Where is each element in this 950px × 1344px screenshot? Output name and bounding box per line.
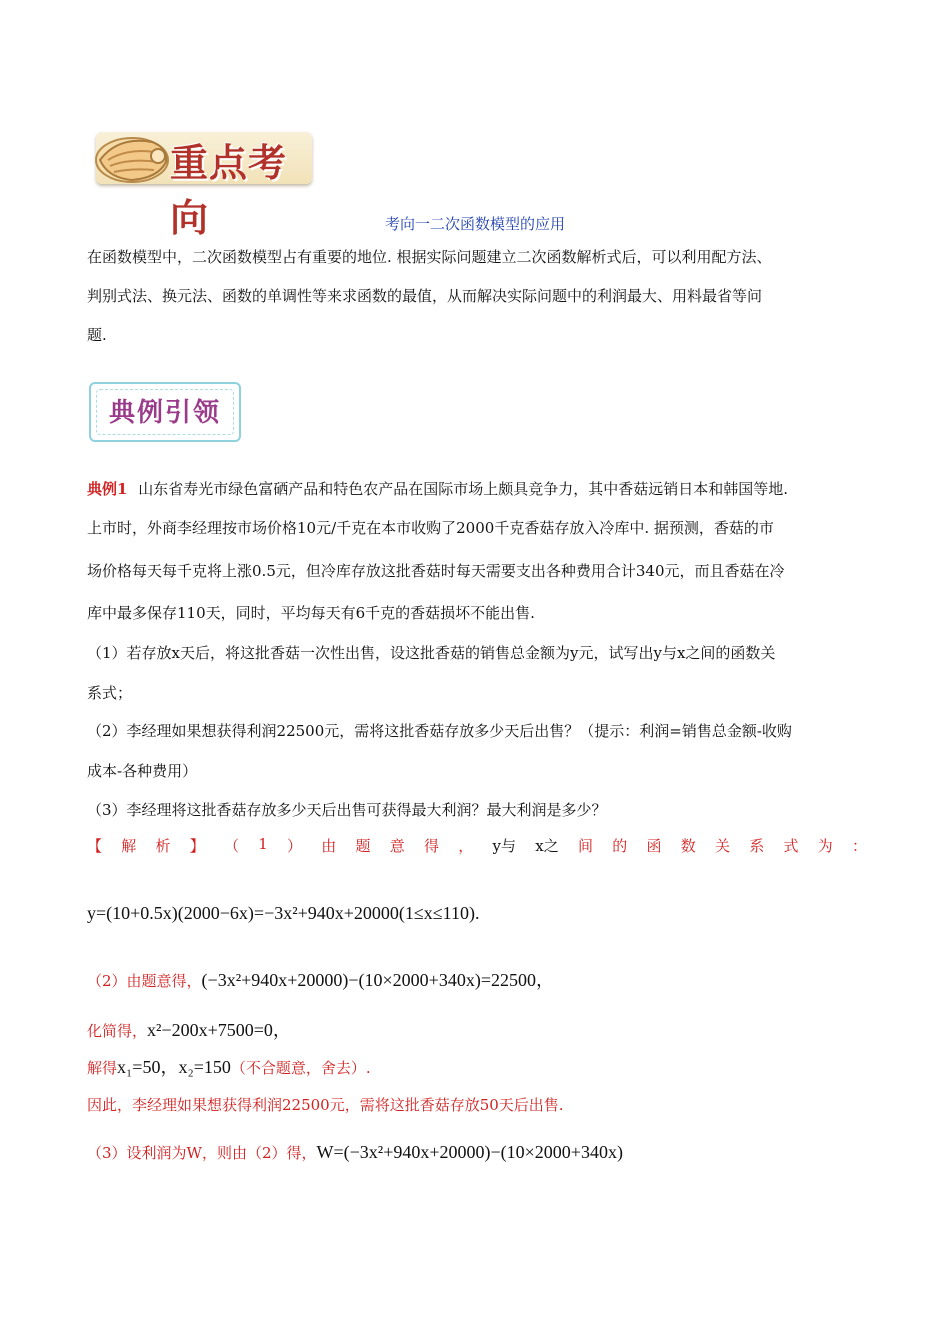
step-3-prefix: （3）设利润为W，则由（2）得， bbox=[87, 1144, 317, 1162]
question-2-line-2: 成本-各种费用） bbox=[87, 762, 198, 780]
solution-token: 析 bbox=[155, 837, 171, 855]
banner-title: 重点考向 bbox=[170, 141, 288, 240]
solution-token: （ bbox=[224, 837, 240, 855]
solution-token: 题 bbox=[355, 837, 371, 855]
question-3: （3）李经理将这批香菇存放多少天后出售可获得最大利润？最大利润是多少？ bbox=[87, 801, 607, 819]
question-2-line-1: （2）李经理如果想获得利润22500元，需将这批香菇存放多少天后出售？（提示：利润=销售总金额-收购 bbox=[87, 722, 792, 740]
solution-header bbox=[87, 835, 867, 856]
solution-token: 为 bbox=[817, 837, 833, 855]
solution-token: x之 bbox=[535, 837, 559, 855]
solution-token: 【 bbox=[87, 837, 103, 855]
solution-token: 】 bbox=[189, 837, 205, 855]
step-2-prefix: （2）由题意得， bbox=[87, 972, 202, 990]
question-1-line-1: （1）若存放x天后，将这批香菇一次性出售，设这批香菇的销售总金额为y元，试写出y与x之间的函数关 bbox=[87, 644, 776, 662]
solve-line bbox=[87, 1053, 371, 1079]
equation-2: (−3x²+940x+20000)−(10×2000+340x)=22500， bbox=[201, 970, 554, 990]
intro-line-1: 在函数模型中，二次函数模型占有重要的地位. 根据实际问题建立二次函数解析式后，可以利用配方法、 bbox=[87, 248, 772, 266]
equation-5: W=(−3x²+940x+20000)−(10×2000+340x) bbox=[316, 1142, 623, 1162]
example-banner bbox=[89, 382, 241, 442]
solution-token: 解 bbox=[121, 837, 137, 855]
solution-token: 系 bbox=[749, 837, 765, 855]
solution-token: 1 bbox=[258, 835, 268, 853]
solution-token: y与 bbox=[492, 837, 517, 855]
solution-token: 间 bbox=[577, 837, 593, 855]
example-text-1: 山东省寿光市绿色富硒产品和特色农产品在国际市场上颇具竞争力，其中香菇远销日本和韩国等地. bbox=[138, 480, 788, 498]
step-2-line bbox=[87, 966, 554, 992]
question-1-line-2: 系式； bbox=[87, 684, 133, 702]
equation-4: x₁=50，x₂=150 bbox=[117, 1057, 231, 1077]
solution-token: ） bbox=[287, 837, 303, 855]
conch-shell-icon bbox=[88, 126, 174, 194]
example-line-3: 场价格每天每千克将上涨0.5元，但冷库存放这批香菇时每天需要支出各种费用合计340元，而且香菇在冷 bbox=[87, 562, 785, 580]
simplify-prefix: 化简得， bbox=[87, 1022, 148, 1040]
intro-line-2: 判别式法、换元法、函数的单调性等来求函数的最值，从而解决实际问题中的利润最大、用料最省等问 bbox=[87, 287, 763, 305]
solution-token: 关 bbox=[714, 837, 730, 855]
solution-token: 由 bbox=[321, 837, 337, 855]
equation-3: x²−200x+7500=0， bbox=[147, 1020, 291, 1040]
step-3-line bbox=[87, 1142, 623, 1163]
example-line-4: 库中最多保存110天，同时，平均每天有6千克的香菇损坏不能出售. bbox=[87, 604, 535, 622]
solution-token: 的 bbox=[612, 837, 628, 855]
key-points-banner bbox=[86, 124, 314, 240]
solve-prefix: 解得 bbox=[87, 1059, 118, 1077]
solution-token: ： bbox=[851, 837, 867, 855]
solution-token: 数 bbox=[680, 837, 696, 855]
example-banner-title: 典例引领 bbox=[108, 398, 221, 428]
solution-token: ， bbox=[458, 837, 474, 855]
solve-note: （不合题意，舍去）. bbox=[230, 1059, 371, 1077]
simplify-line bbox=[87, 1016, 291, 1042]
example-line-2: 上市时，外商李经理按市场价格10元/千克在本市收购了2000千克香菇存放入冷库中. 据预测，香菇的市 bbox=[87, 519, 774, 537]
example-line-1 bbox=[87, 478, 788, 499]
solution-token: 得 bbox=[424, 837, 440, 855]
section-subtitle: 考向一二次函数模型的应用 bbox=[384, 215, 565, 233]
solution-token: 意 bbox=[389, 837, 405, 855]
solution-token: 式 bbox=[783, 837, 799, 855]
example-label: 典例1 bbox=[87, 480, 128, 498]
conclusion: 因此，李经理如果想获得利润22500元，需将这批香菇存放50天后出售. bbox=[87, 1096, 564, 1114]
intro-line-3: 题. bbox=[87, 326, 107, 344]
equation-1: y=(10+0.5x)(2000−6x)=−3x²+940x+20000(1≤x≤110). bbox=[87, 903, 480, 923]
solution-token: 函 bbox=[646, 837, 662, 855]
